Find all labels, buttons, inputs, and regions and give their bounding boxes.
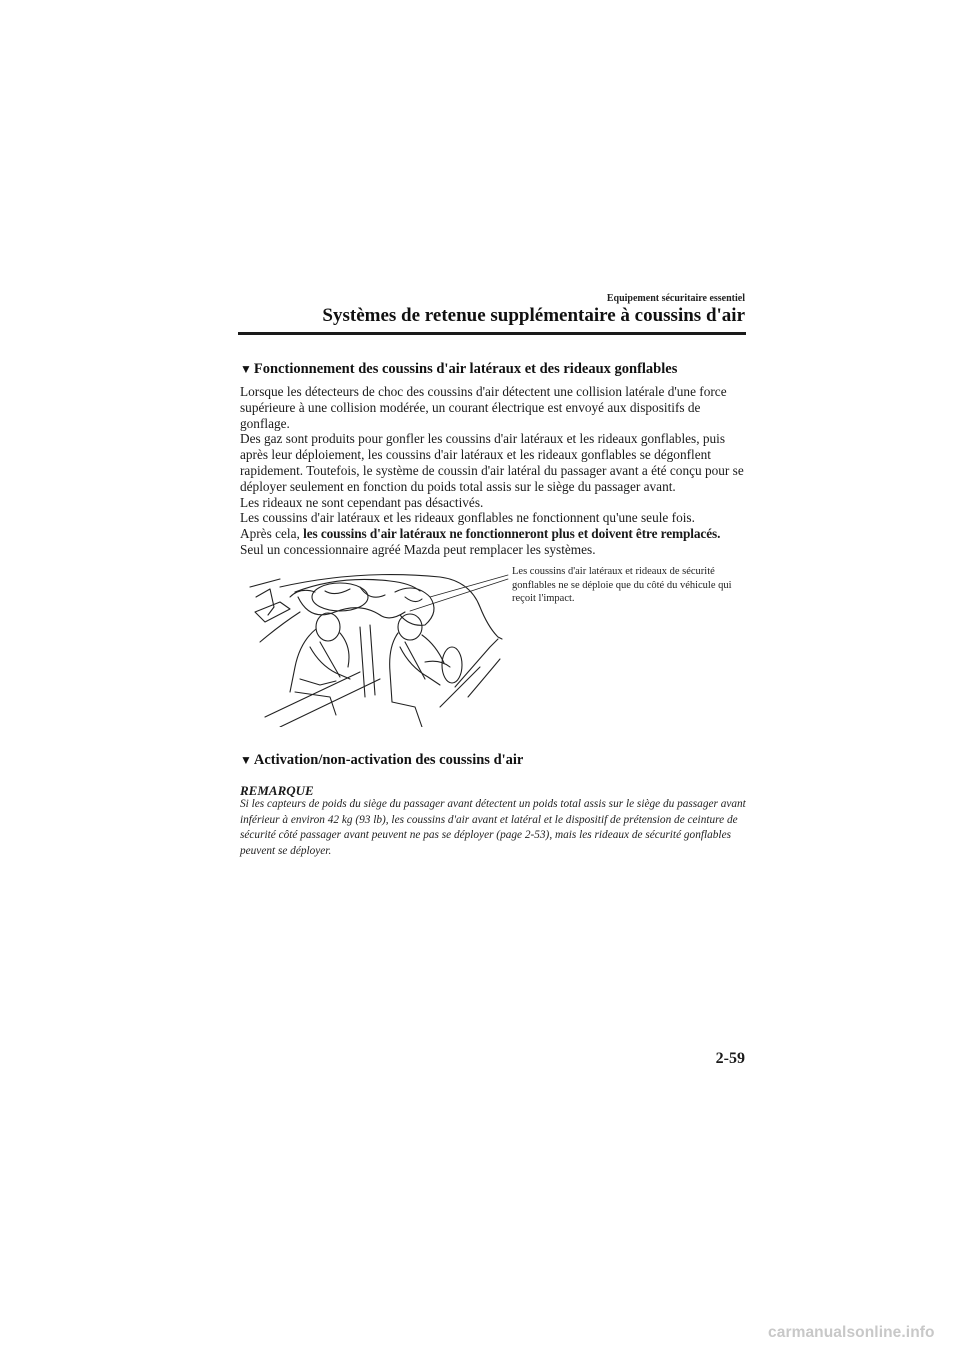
paragraph: Des gaz sont produits pour gonfler les coussins d'air latéraux et les rideaux gonflables, puis après leur déploiement, les coussins d'air latéraux et les rideaux gonflables se dégonflent rapidement. Toutefois, le système de coussin d'air latéral du passager avant a été conçu pour se déployer seulement en fonction du poids total assis sur le siège du passager avant.: [240, 431, 744, 494]
triangle-bullet-icon: ▼: [240, 753, 252, 767]
illustration-caption: Les coussins d'air latéraux et rideaux de sécurité gonflables ne se déploie que du côté du véhicule qui reçoit l'impact.: [512, 566, 732, 604]
page-number: 2-59: [715, 1050, 745, 1067]
paragraph: Les coussins d'air latéraux et les rideaux gonflables ne fonctionnent qu'une seule fois.: [240, 510, 695, 526]
section-heading-side-airbags: [240, 361, 677, 378]
section-label: Equipement sécuritaire essentiel: [606, 293, 745, 304]
paragraph: Seul un concessionnaire agréé Mazda peut remplacer les systèmes.: [240, 541, 596, 557]
replacement-paragraph: [240, 526, 750, 542]
replace-prefix: Après cela,: [240, 526, 304, 542]
triangle-bullet-icon: ▼: [240, 362, 252, 376]
replace-warning: les coussins d'air latéraux ne fonctionneront plus et doivent être remplacés.: [303, 526, 721, 542]
watermark: carmanualsonline.info: [768, 1324, 935, 1341]
note-title: REMARQUE: [240, 783, 314, 798]
page-title: Systèmes de retenue supplémentaire à coussins d'air: [322, 305, 745, 326]
note-text: Si les capteurs de poids du siège du passager avant détectent un poids total assis sur le siège du passager avant inférieur à environ 42 kg (93 lb), les coussins d'air avant et latéral et le dispositif de prétension de ceinture de sécurité côté passager avant peuvent ne pas se déployer (page 2-53), mais les rideaux de sécurité gonflables peuvent se déployer.: [240, 798, 746, 857]
section-heading-activation: [240, 752, 523, 769]
section-body: [240, 384, 750, 558]
paragraph: Les rideaux ne sont cependant pas désactivés.: [240, 494, 484, 510]
title-divider: [238, 332, 746, 335]
paragraph: Lorsque les détecteurs de choc des coussins d'air détectent une collision latérale d'une force supérieure à une collision modérée, un courant électrique est envoyé aux dispositifs de gonflage.: [240, 384, 727, 431]
heading-text: Fonctionnement des coussins d'air latéraux et des rideaux gonflables: [253, 361, 678, 377]
heading-text: Activation/non-activation des coussins d'air: [253, 752, 524, 768]
